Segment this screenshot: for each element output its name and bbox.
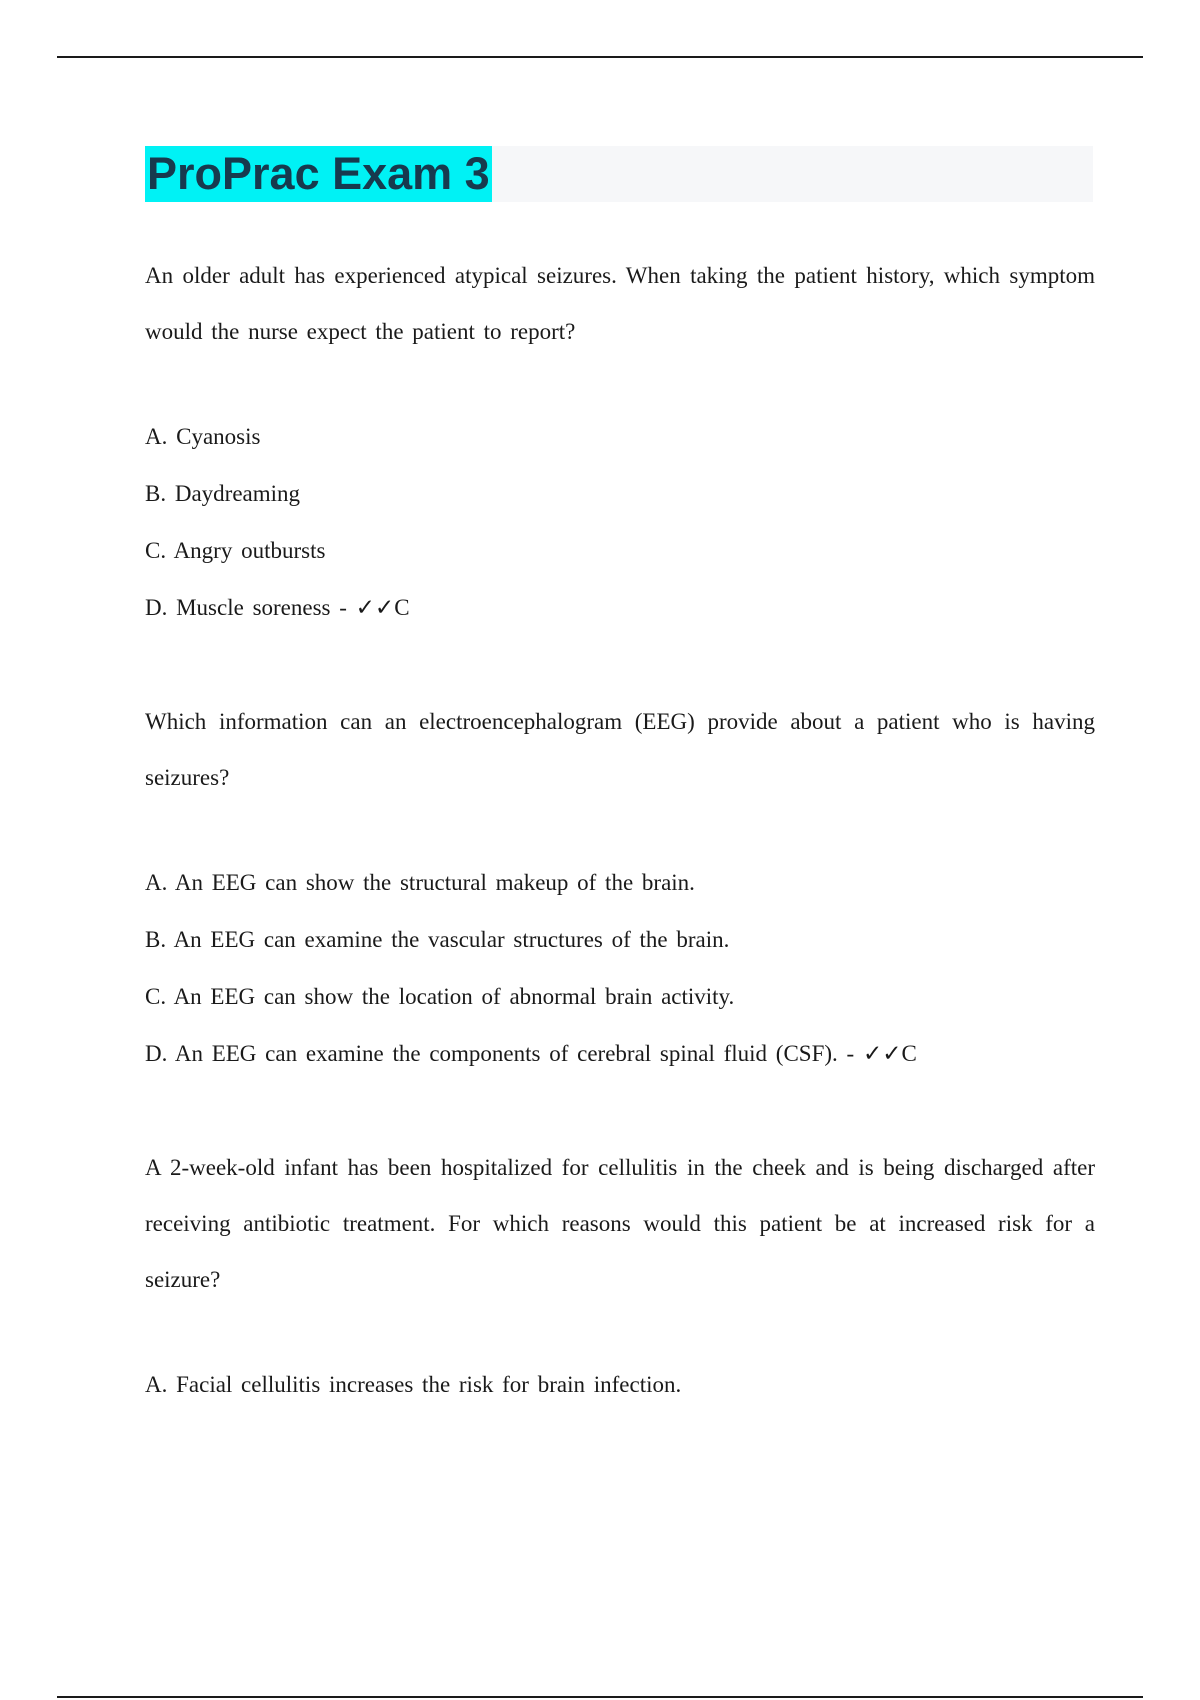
answer-options xyxy=(145,1356,1095,1413)
question-text: Which information can an electroencephalogram (EEG) provide about a patient who is having seizures? xyxy=(145,709,1095,790)
answer-option: C. An EEG can show the location of abnormal brain activity. xyxy=(145,984,735,1009)
question-block-3 xyxy=(145,1140,1095,1413)
question-block-2 xyxy=(145,694,1095,1082)
answer-option: D. Muscle soreness - ✓✓C xyxy=(145,595,410,620)
document-body xyxy=(145,248,1095,1413)
question-text: An older adult has experienced atypical seizures. When taking the patient history, which symptom would the nurse expect the patient to report? xyxy=(145,263,1095,344)
top-rule xyxy=(57,56,1143,58)
document-title: ProPrac Exam 3 xyxy=(145,146,492,202)
answer-option: A. Cyanosis xyxy=(145,424,261,449)
answer-option: A. An EEG can show the structural makeup of the brain. xyxy=(145,870,695,895)
answer-option: A. Facial cellulitis increases the risk for brain infection. xyxy=(145,1372,682,1397)
answer-option: B. An EEG can examine the vascular structures of the brain. xyxy=(145,927,730,952)
answer-option: D. An EEG can examine the components of cerebral spinal fluid (CSF). - ✓✓C xyxy=(145,1041,917,1066)
answer-option: C. Angry outbursts xyxy=(145,538,326,563)
question-text: A 2-week-old infant has been hospitalized for cellulitis in the cheek and is being discharged after receiving antibiotic treatment. For which reasons would this patient be at increased risk for a seizure? xyxy=(145,1155,1095,1292)
bottom-rule xyxy=(57,1696,1143,1698)
answer-option: B. Daydreaming xyxy=(145,481,301,506)
answer-options xyxy=(145,854,1095,1082)
question-block-1 xyxy=(145,248,1095,636)
answer-options xyxy=(145,408,1095,636)
